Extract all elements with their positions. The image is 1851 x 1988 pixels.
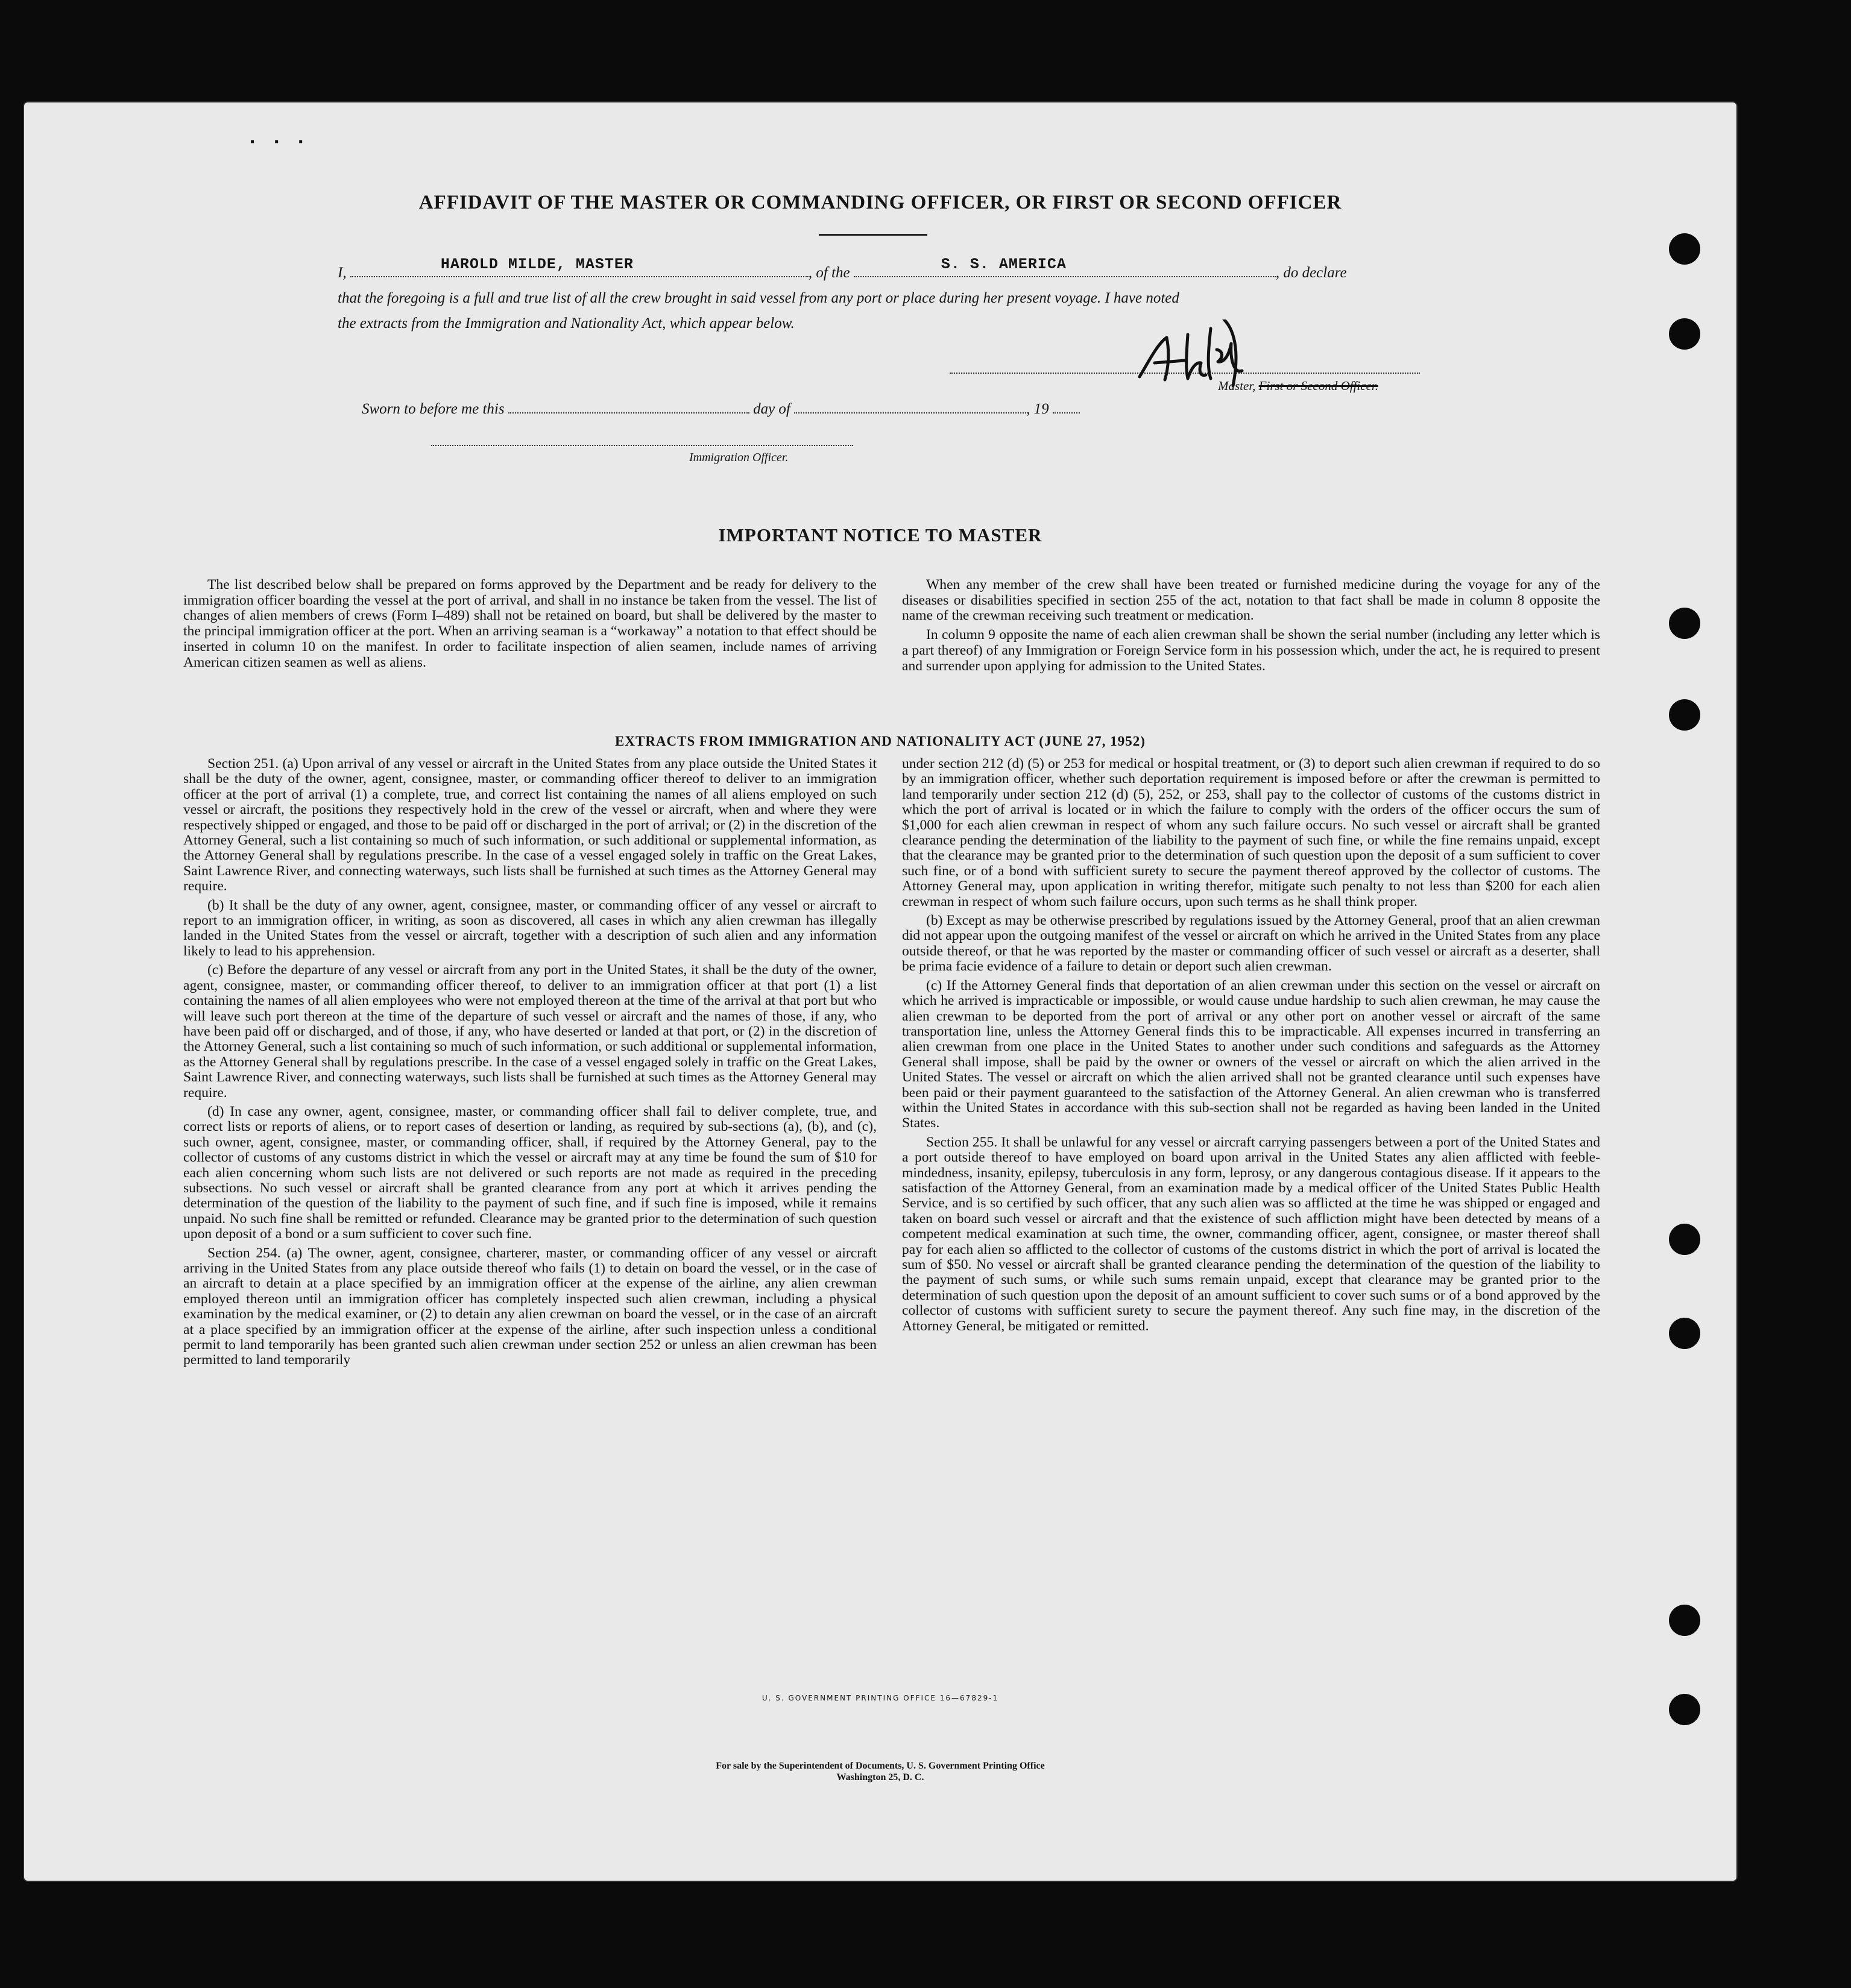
section-255: Section 255. It shall be unlawful for any vessel or aircraft carrying passengers between a port of the United States and a port outside thereof to have employed on board upon arrival in the United States any alien afflicted with feeble-mindedness, insanity, epilepsy, tuberculosis in any form, leprosy, or any dangerous contagious disease. If it appears to the satisfaction of the Attorney General, from an examination made by a medical officer of the United States Public Health Service, and is so certified by such officer, that any such alien was so afflicted at the time he was shipped or engaged and taken on board such vessel or aircraft and that the existence of such affliction might have been detected by means of a competent medical examination at such time, the owner, commanding officer, agent, consignee, or master thereof shall pay for each alien so afflicted to the collector of customs of the customs district in which the port of arrival is located the sum of $50. No vessel or aircraft shall be granted clearance pending the determination of the question of the liability to the payment of such sums, or while such sums remain unpaid, except that clearance may be granted prior to the determination of such question upon the deposit of an amount sufficient to cover such sums or of a bond approved by the collector of customs with sufficient surety to secure the payment thereof. Any such fine may, in the discretion of the Attorney General, be mitigated or remitted. [902,1134,1600,1334]
sworn-line [362,398,1080,418]
binder-hole [1669,1318,1700,1349]
notice-left-paragraph: The list described below shall be prepared on forms approved by the Department and be ready for delivery to the immigration officer boarding the vessel at the port of arrival, and shall in no instance be taken from the vessel. The list of changes of alien members of crews (Form I–489) shall not be retained on board, but shall be delivered by the master to the principal immigration officer at the port. When an arriving seaman is a “workaway” a notation to that effect should be inserted in column 10 on the manifest. In order to facilitate inspection of alien seamen, include names of arriving American citizen seamen as well as aliens. [183,577,877,670]
binder-hole [1669,1694,1700,1725]
document-page [24,102,1736,1881]
notice-title: IMPORTANT NOTICE TO MASTER [718,524,1042,546]
binder-hole [1669,699,1700,731]
declaration-line-1 [338,256,1423,286]
gpo-imprint: U. S. GOVERNMENT PRINTING OFFICE 16—67829-1 [762,1694,999,1702]
section-251-a: Section 251. (a) Upon arrival of any vessel or aircraft in the United States from any place outside the United States it shall be the duty of the owner, agent, consignee, master, or commanding officer thereof to deliver to an immigration officer at the port of arrival (1) a complete, true, and correct list containing the names of all aliens employed on such vessel or aircraft, the positions they respectively hold in the crew of the vessel or aircraft, when and where they were respectively shipped or engaged, and those to be paid off or discharged in the port of arrival; or (2) in the discretion of the Attorney General, such a list containing so much of such information, or such additional or supplemental information, as the Attorney General shall by regulations prescribe. In the case of a vessel engaged solely in traffic on the Great Lakes, Saint Lawrence River, and connecting waterways, such lists shall be furnished at such times as the Attorney General may require. [183,756,877,895]
master-name-field[interactable] [350,256,809,277]
vessel-name-field[interactable] [854,256,1276,277]
section-251-b: (b) It shall be the duty of any owner, agent, consignee, master, or commanding officer of any vessel or aircraft to report to an immigration officer, in writing, as soon as discovered, all cases in which any alien crewman has illegally landed in the United States from the vessel or aircraft, together with a description of such alien and any information likely to lead to his apprehension. [183,897,877,959]
binder-hole [1669,233,1700,265]
year-label: , 19 [1026,401,1049,417]
binder-hole [1669,318,1700,350]
section-254-a-continued: under section 212 (d) (5) or 253 for medical or hospital treatment, or (3) to deport such alien crewman if required to do so by an immigration officer, whether such deportation requirement is imposed before or after the crewman is permitted to land temporarily under section 212 (d) (5), 252, or 253, shall pay to the collector of customs of the customs district in which the port of arrival is located or in which the failure to comply with the orders of the officer occurs the sum of $1,000 for each alien crewman in respect of whom any such failure occurs. No such vessel or aircraft shall be granted clearance pending the determination of the liability to the payment of such fine, or while the fine remains unpaid, except that the clearance may be granted prior to the determination of such question upon the deposit of a sum sufficient to cover such fine, or of a bond with sufficient surety to secure the payment thereof approved by the collector of customs. The Attorney General may, upon application in writing therefor, mitigate such penalty to not less than $200 for each alien crewman in respect of whom such failure occurs, upon such terms as he shall think proper. [902,756,1600,910]
sworn-year-field[interactable] [1053,398,1080,414]
notice-right-paragraph-1: When any member of the crew shall have been treated or furnished medicine during the voyage for any of the diseases or disabilities specified in section 255 of the act, notation to that fact shall be made in column 8 opposite the name of the crewman receiving such treatment or medication. [902,577,1600,624]
notice-left-column [183,577,877,674]
master-name-value: HAROLD MILDE, MASTER [440,256,634,273]
signature-title [1218,379,1378,394]
binder-hole [1669,1605,1700,1636]
struck-officer-label: First or Second Officer. [1258,379,1378,393]
sworn-month-field[interactable] [794,398,1026,414]
vessel-name-value: S. S. AMERICA [941,256,1067,273]
section-254-c: (c) If the Attorney General finds that deportation of an alien crewman under this section on the vessel or aircraft on which he arrived is impracticable or impossible, or would cause undue hardship to such alien crewman, he may cause the alien crewman to be deported from the port of arrival or any other port on another vessel or aircraft of the same transportation line, unless the Attorney General finds this to be impracticable. All expenses incurred in transferring an alien crewman from one place in the United States to another under such conditions and safeguards as the Attorney General shall impose, shall be paid by the owner or owners of the vessel or aircraft on which the alien arrived in the United States. The vessel or aircraft on which the alien arrived shall not be granted clearance until such expenses have been paid or their payment guaranteed to the satisfaction of the Attorney General. An alien crewman who is transferred within the United States in accordance with this sub-section shall not be regarded as having been landed in the United States. [902,977,1600,1131]
of-the-label: , of the [808,265,850,281]
extracts-title: EXTRACTS FROM IMMIGRATION AND NATIONALITY ACT (JUNE 27, 1952) [615,734,1146,749]
i-label: I, [338,265,347,281]
title-rule [819,234,927,236]
day-of-label: day of [753,401,790,417]
extracts-left-column [183,757,877,1372]
section-251-c: (c) Before the departure of any vessel or aircraft from any port in the United States, it shall be the duty of the owner, agent, consignee, master, or commanding officer thereof, to deliver to an immigration officer at that port (1) a list containing the names of all alien employees who were not employed thereon at the time of the arrival at that port but who will leave such port thereon at the time of the departure of such vessel or aircraft and the names of those, if any, who have been paid off or discharged, and of those, if any, who have deserted or landed at that port, or (2) in the discretion of the Attorney General, such a list containing so much of such information, or such additional or supplemental information, as the Attorney General shall by regulations prescribe. In the case of a vessel engaged solely in traffic on the Great Lakes, Saint Lawrence River, and connecting waterways, such lists shall be furnished at such times as the Attorney General may require. [183,962,877,1101]
extracts-right-column [902,757,1600,1338]
section-254-a: Section 254. (a) The owner, agent, consignee, charterer, master, or commanding officer of any vessel or aircraft arriving in the United States from any place outside thereof who fails (1) to detain on board the vessel, or in the case of an aircraft to detain at a place specified by an immigration officer at the expense of the airline, any alien crewman employed thereon until an immigration officer has completely inspected such alien crewman, including a physical examination by the medical examiner, or (2) to detain any alien crewman on board the vessel, or in the case of an aircraft at a place specified by an immigration officer at the expense of the airline, after such inspection unless a conditional permit to land temporarily has been granted such alien crewman under section 252 or unless an alien crewman has been permitted to land temporarily [183,1245,877,1368]
sale-line-1: For sale by the Superintendent of Documents, U. S. Government Printing Office [716,1761,1045,1771]
sale-notice [24,1760,1736,1783]
sworn-day-field[interactable] [508,398,749,414]
immigration-officer-label: Immigration Officer. [689,451,789,464]
section-251-d: (d) In case any owner, agent, consignee, master, or commanding officer shall fail to deliver complete, true, and correct lists or reports of aliens, or to report cases of desertion or landing, as required by sub-sections (a), (b), and (c), such owner, agent, consignee, master, or commanding officer, shall, if required by the Attorney General, pay to the collector of customs of any customs district in which the vessel or aircraft may at any time be found the sum of $10 for each alien concerning whom such lists are not delivered or such reports are not made as required in the preceding subsections. No such vessel or aircraft shall be granted clearance from any port at which it arrives pending the determination of the question of the liability to the payment of such fine, and if such fine is imposed, while it remains unpaid. No such fine shall be remitted or refunded. Clearance may be granted prior to the determination of such question upon deposit of a bond or a sum sufficient to cover such fine. [183,1103,877,1242]
sworn-label: Sworn to before me this [362,401,505,417]
notice-right-column [902,577,1600,678]
declaration-line-3: the extracts from the Immigration and Nationality Act, which appear below. [338,315,795,332]
section-254-b: (b) Except as may be otherwise prescribed by regulations issued by the Attorney General, proof that an alien crewman did not appear upon the outgoing manifest of the vessel or aircraft on which he arrived in the United States from any place outside thereof, or that he was reported by the master or commanding officer of such vessel or aircraft as a deserter, shall be prima facie evidence of a failure to detain or deport such alien crewman. [902,913,1600,975]
immigration-officer-line[interactable] [431,445,853,446]
binder-hole [1669,1224,1700,1255]
top-corner-marks: ▪ ▪ ▪ [250,135,312,148]
notice-right-paragraph-2: In column 9 opposite the name of each alien crewman shall be shown the serial number (including any letter which is a part thereof) of any Immigration or Foreign Service form in his possession which, under the act, he is required to present and surrender upon applying for admission to the United States. [902,627,1600,674]
declaration-line-2: that the foregoing is a full and true list of all the crew brought in said vessel from any port or place during her present voyage. I have noted [338,290,1179,306]
sale-line-2: Washington 25, D. C. [836,1772,924,1782]
do-declare-label: , do declare [1275,265,1347,281]
master-label: Master, [1218,379,1256,393]
binder-hole [1669,608,1700,639]
affidavit-title: AFFIDAVIT OF THE MASTER OR COMMANDING OFFICER, OR FIRST OR SECOND OFFICER [418,192,1342,213]
